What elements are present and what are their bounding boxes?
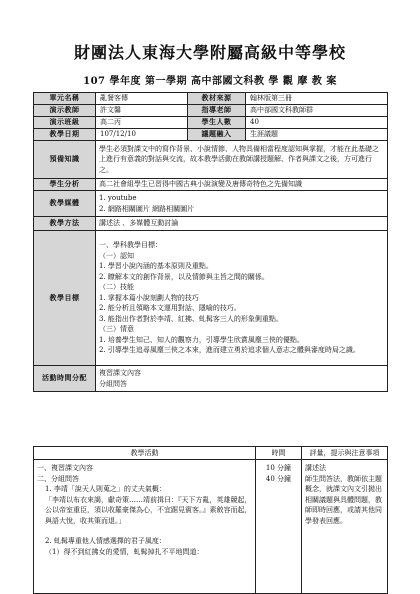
- advisor-label: 指導老師: [188, 105, 246, 117]
- goal-label: 預備知識: [34, 141, 96, 179]
- time-cell: [256, 460, 302, 594]
- objective-line: （三）情意: [99, 325, 134, 334]
- time-value: 10 分鐘: [265, 464, 292, 472]
- teaching-activity-table: [33, 446, 388, 594]
- objective-line: 2. 能分析且領略本文運用對話、隱喻的技巧。: [99, 304, 241, 313]
- activity-line: 1. 李靖「說天人則蒐之」的丈夫氣概：: [45, 485, 166, 493]
- activity-line: 二、分組問答: [37, 474, 79, 483]
- method-label: 教學方法: [34, 217, 96, 231]
- date-label: 教學日期: [34, 129, 96, 141]
- teacher-value: 許文馨: [96, 105, 188, 117]
- eval-line: 講述法: [305, 464, 326, 472]
- school-title: 財團法人東海大學附屬高級中等學校: [73, 43, 346, 62]
- objective-line: 2. 引導學生追尋風塵三俠之本來，進而建立勇於追求個人意志之體與審度時局之識。: [99, 346, 360, 355]
- activity-header: 教學活動: [34, 447, 256, 460]
- media-item: 2. 網路相關圖片 網路相關圖片: [99, 204, 195, 213]
- analysis-text: 高二社會組學生已習得中國古典小說演變及唐傳奇特色之先備知識: [96, 179, 388, 191]
- objectives-list: [96, 231, 388, 366]
- objective-line: （一）認知: [99, 251, 134, 260]
- time-list: [96, 366, 388, 392]
- date-value: 107/12/10: [96, 129, 188, 141]
- material-label: 教材來源: [188, 93, 246, 105]
- objective-line: 2. 瞭解本文的創作背景，以及情節與主旨之間的關係。: [99, 272, 269, 281]
- teacher-label: 演示教師: [34, 105, 96, 117]
- unit-label: 單元名稱: [34, 93, 96, 105]
- objective-line: 1. 培養學生知己、知人的觀察力，引導學生欣賞風塵三俠的優點。: [99, 335, 304, 344]
- time-item: 分組問答: [99, 379, 127, 388]
- time-label: 活動時間分配: [34, 366, 96, 392]
- class-value: 高二丙: [96, 117, 188, 129]
- objective-line: 1. 掌握本篇小說刻劃人物的技巧: [99, 293, 199, 302]
- media-label: 教學媒體: [34, 191, 96, 217]
- count-value: 40: [246, 117, 388, 129]
- time-value: 40 分鐘: [265, 474, 292, 483]
- eval-line: 師生問答法，教師依主題概念，就課文內文引拋出相關議題與具體問題，教師即時回應，或請其他同學發表回應。: [305, 474, 382, 525]
- class-label: 演示班級: [34, 117, 96, 129]
- count-label: 學生人數: [188, 117, 246, 129]
- material-value: 翰林版第三冊: [246, 93, 388, 105]
- objective-line: （二）技能: [99, 283, 134, 292]
- eval-cell: [302, 460, 388, 594]
- goal-text: 學生必須對課文中的寫作背景、小說情節、人物具備相當程度認知與掌握，才能在此基礎之上進行有意義的對話與交流，故本教學活動在教師講授題解、作者與課文之後，方可進行之。: [96, 141, 388, 179]
- analysis-label: 學生分析: [34, 179, 96, 191]
- lesson-info-table: [33, 92, 388, 392]
- activity-line: 一、複習課文內容: [37, 464, 93, 472]
- unit-value: 亂餐客傳: [96, 93, 188, 105]
- activity-line: 2. 虬髯專重他人情感選擇的君子風度：: [45, 537, 166, 545]
- time-item: 複習課文內容: [99, 369, 141, 377]
- lesson-plan-subtitle: 107 學年度 第一學期 高中部國文科教 學 觀 摩 教 案: [83, 76, 337, 87]
- objectives-heading: 一、學科教學目標：: [99, 241, 162, 250]
- media-list: [96, 191, 388, 217]
- advisor-value: 高中部國文科教師群: [246, 105, 388, 117]
- time-header: 時間: [256, 447, 302, 460]
- media-item: 1. youtube: [99, 194, 137, 202]
- activity-quote: 「李靖以布衣來謁，獻奇策……靖前揖曰：『天下方亂，英雄競起，公以帝室重臣，須以收羅豪傑為心，不宜踞見賓客。』素斂容而起，與語大悅，收其策而退。」: [45, 495, 252, 525]
- method-text: 講述法 、多媒體互動討論: [96, 217, 388, 231]
- objective-line: 3. 能指出作者對於李靖、紅拂、虬髯客三人的形象側重點。: [99, 314, 283, 323]
- topic-label: 議題融入: [188, 129, 246, 141]
- activity-line: （1）得不到紅拂女的愛情，虬髯掉扎不平地問道：: [45, 547, 204, 556]
- topic-value: 生涯議題: [246, 129, 388, 141]
- objectives-label: 教學目標: [34, 231, 96, 366]
- eval-header: 評量，提示與注意事項: [302, 447, 388, 460]
- activity-cell: [34, 460, 256, 594]
- objective-line: 1. 學習小說內涵的基本原則及重點。: [99, 262, 213, 271]
